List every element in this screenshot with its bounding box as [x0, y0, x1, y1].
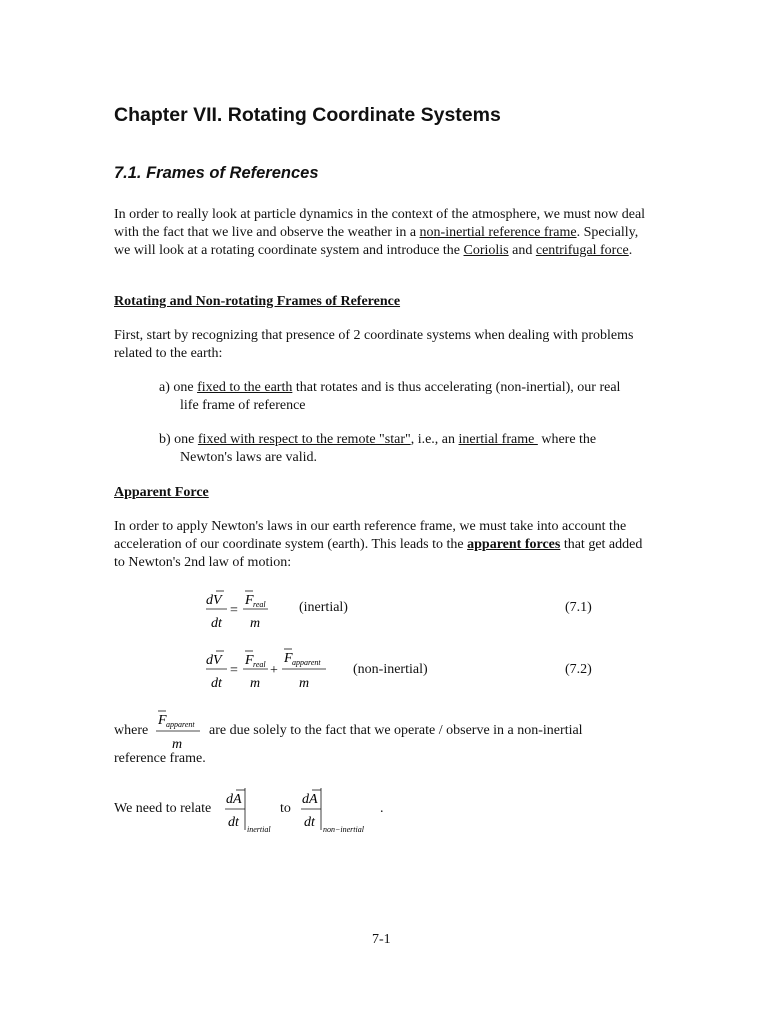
intro-text-4: .: [628, 243, 633, 258]
eq2-f1-sub: real: [253, 660, 266, 669]
eq2-num-left: dV: [206, 653, 222, 668]
link-non-inertial-frame: non-inertial reference frame: [419, 225, 577, 240]
item-a-continuation: life frame of reference: [180, 398, 306, 413]
eq1-sub-right: real: [253, 600, 266, 609]
equation-7-1: [200, 586, 300, 632]
link-centrifugal-force: centrifugal force: [535, 243, 629, 258]
page-number: 7-1: [372, 932, 391, 947]
where-f: F: [158, 713, 167, 728]
where-suffix: are due solely to the fact that we operate / observe in a non-inertial: [209, 723, 583, 738]
link-remote-star: fixed with respect to the remote "star": [197, 432, 411, 447]
item-a-prefix: a) one: [159, 380, 198, 395]
relate-den-2: dt: [304, 815, 315, 830]
eq1-note: (inertial): [299, 600, 348, 615]
subheading-frames: Rotating and Non-rotating Frames of Reference: [114, 294, 401, 309]
relate-period: .: [380, 801, 384, 816]
item-b-continuation: Newton's laws are valid.: [180, 450, 318, 465]
where-sub: apparent: [166, 720, 195, 729]
eq1-num-right: F: [245, 593, 254, 608]
where-line2: reference frame.: [114, 751, 206, 766]
item-a-suffix: that rotates and is thus accelerating (non-inertial), our real: [292, 380, 621, 395]
apparent-force-fraction: [152, 708, 204, 754]
list-item-b: [159, 431, 669, 467]
eq1-den-right: m: [250, 616, 261, 631]
eq2-f1: F: [245, 653, 254, 668]
relate-to: to: [280, 801, 291, 816]
link-inertial-frame: inertial frame: [458, 432, 538, 447]
relate-prefix: We need to relate: [114, 801, 212, 816]
eq2-plus: +: [270, 663, 278, 678]
where-den: m: [172, 737, 183, 752]
eq2-den-left: dt: [211, 676, 222, 691]
apparent-text-1: In order to apply Newton's laws in our earth reference frame, we must take into account the acceleration of our coordinate system (earth). This leads to the: [114, 519, 627, 552]
apparent-forces-term: apparent forces: [467, 537, 561, 552]
item-b-mid: , i.e., an: [410, 432, 459, 447]
frames-paragraph: First, start by recognizing that presence of 2 coordinate systems when dealing with problems related to the earth:: [114, 328, 634, 361]
eq2-equals: =: [230, 663, 238, 678]
list-item-a: [159, 379, 669, 415]
eq1-number: (7.1): [565, 600, 592, 615]
eq2-f2-den: m: [299, 676, 310, 691]
where-prefix: where: [114, 723, 149, 738]
intro-text-2: . Specially, we will look at a rotating coordinate system and introduce the: [114, 225, 639, 258]
relate-sub-1: inertial: [247, 825, 271, 834]
relate-derivative-inertial: [222, 784, 282, 836]
apparent-text-2: that get added to Newton's 2nd law of motion:: [114, 537, 643, 570]
intro-text-1: In order to really look at particle dynamics in the context of the atmosphere, we must now deal with the fact that we live and observe the weather in a: [114, 207, 646, 240]
relate-num-1: dA: [226, 792, 242, 807]
link-coriolis: Coriolis: [463, 243, 509, 258]
intro-paragraph: [114, 206, 654, 260]
item-b-prefix: b) one: [159, 432, 198, 447]
eq2-note: (non-inertial): [353, 662, 428, 677]
section-title: 7.1. Frames of References: [114, 164, 319, 182]
intro-text-3: and: [508, 243, 536, 258]
eq2-f2-sub: apparent: [292, 658, 321, 667]
subheading-apparent-force: Apparent Force: [114, 485, 209, 500]
relate-den-1: dt: [228, 815, 239, 830]
relate-sub-2: non−inertial: [323, 825, 364, 834]
eq2-f2: F: [284, 651, 293, 666]
relate-num-2: dA: [302, 792, 318, 807]
relate-derivative-non-inertial: [298, 784, 378, 836]
eq2-f1-den: m: [250, 676, 261, 691]
chapter-title: Chapter VII. Rotating Coordinate Systems: [114, 104, 501, 126]
eq1-den-left: dt: [211, 616, 222, 631]
link-fixed-to-earth: fixed to the earth: [197, 380, 293, 395]
eq1-equals: =: [230, 603, 238, 618]
equation-7-2: [200, 646, 340, 692]
item-b-suffix: where the: [537, 432, 597, 447]
eq2-number: (7.2): [565, 662, 592, 677]
eq1-num-left: dV: [206, 593, 222, 608]
apparent-paragraph: [114, 518, 654, 572]
